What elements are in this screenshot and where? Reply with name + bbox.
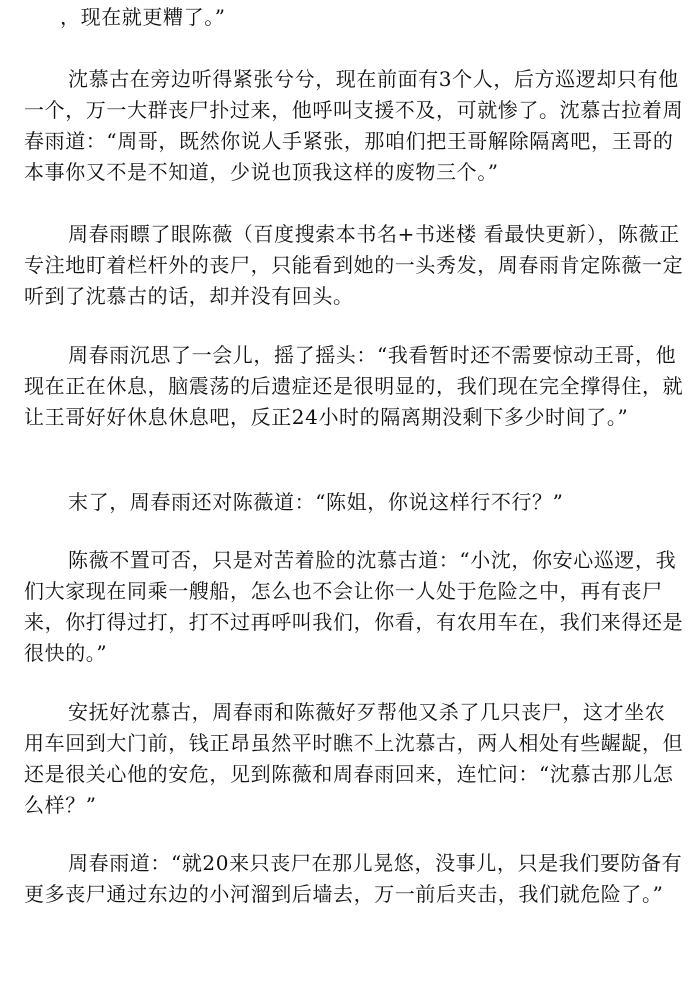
paragraph-5: 末了，周春雨还对陈薇道：“陈姐，你说这样行不行？” (68, 490, 564, 514)
paragraph-8: 周春雨道：“就20来只丧尸在那儿晃悠，没事儿，只是我们要防备有更多丧尸通过东边的小河溜到后墙去，万一前后夹击，我们就危险了。” (24, 851, 683, 906)
paragraph-1: ，现在就更糟了。” (60, 5, 226, 29)
paragraph-6: 陈薇不置可否，只是对苦着脸的沈慕古道：“小沈，你安心巡逻，我们大家现在同乘一艘船，怎么也不会让你一人处于危险之中，再有丧尸来，你打得过打，打不过再呼叫我们，你看，有农用车在，我们来得还是很快的。” (24, 548, 684, 665)
paragraph-4: 周春雨沉思了一会儿，摇了摇头：“我看暂时还不需要惊动王哥，他现在正在休息，脑震荡的后遗症还是很明显的，我们现在完全撑得住，就让王哥好好休息休息吧，反正24小时的隔离期没剩下多少时间了。” (24, 343, 684, 429)
paragraph-3: 周春雨瞟了眼陈薇（百度搜索本书名+书迷楼 看最快更新），陈薇正专注地盯着栏杆外的丧尸，只能看到她的一头秀发，周春雨肯定陈薇一定听到了沈慕古的话，却并没有回头。 (24, 222, 684, 308)
paragraph-2: 沈慕古在旁边听得紧张兮兮，现在前面有3个人，后方巡逻却只有他一个，万一大群丧尸扑过来，他呼叫支援不及，可就惨了。沈慕古拉着周春雨道：“周哥，既然你说人手紧张，那咱们把王哥解除隔离吧，王哥的本事你又不是不知道，少说也顶我这样的废物三个。” (24, 67, 684, 184)
paragraph-7: 安抚好沈慕古，周春雨和陈薇好歹帮他又杀了几只丧尸，这才坐农用车回到大门前，钱正昂虽然平时瞧不上沈慕古，两人相处有些龌龊，但还是很关心他的安危，见到陈薇和周春雨回来，连忙问：“沈慕古那儿怎么样？” (24, 700, 684, 817)
